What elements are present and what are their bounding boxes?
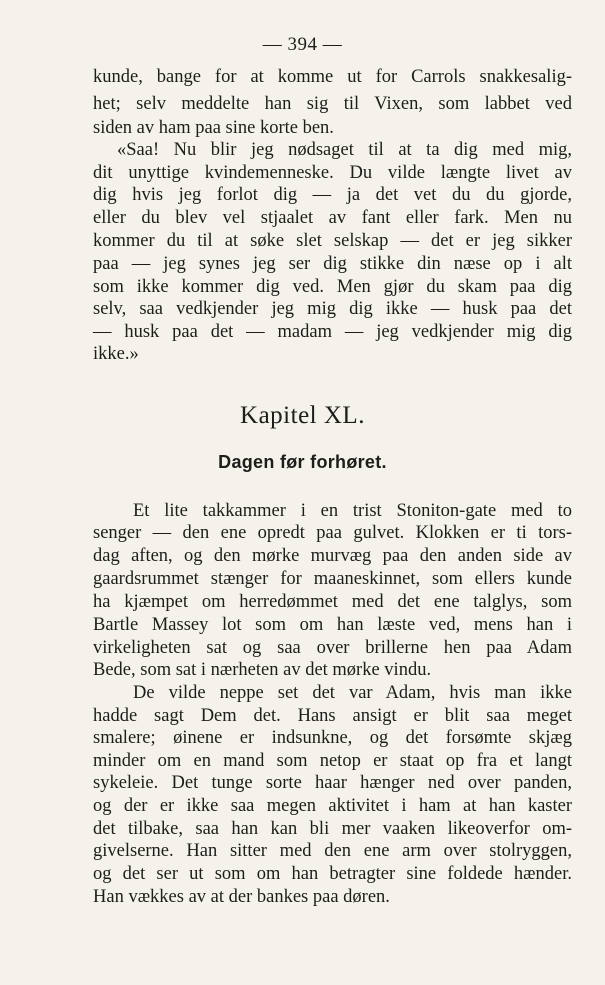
text-line: Bartle Massey lot som om han læste ved, mens han i <box>93 615 572 635</box>
text-line: ha kjæmpet om herredømmet med det ene talglys, som <box>93 592 572 612</box>
chapter-title: Kapitel XL. <box>240 402 365 429</box>
text-line: De vilde neppe set det var Adam, hvis man ikke <box>133 683 572 703</box>
text-line: smalere; øinene er indsunkne, og det forsømte skjæg <box>93 728 572 748</box>
text-line: Et lite takkammer i en trist Stoniton-gate med to <box>133 501 572 521</box>
text-line: kommer du til at søke slet selskap — det er jeg sikker <box>93 231 572 251</box>
text-line: senger — den ene opredt paa gulvet. Klokken er ti tors- <box>93 523 572 543</box>
text-line: gaardsrummet stænger for maaneskinnet, som ellers kunde <box>93 569 572 589</box>
text-line: det tilbake, saa han kan bli mer vaaken likeoverfor om- <box>93 819 572 839</box>
text-line: sykeleie. Det tunge sorte haar hænger ned over panden, <box>93 773 572 793</box>
text-line: eller du blev vel stjaalet av fant eller fark. Men nu <box>93 208 572 228</box>
chapter-subtitle: Dagen før forhøret. <box>218 452 387 472</box>
text-line: het; selv meddelte han sig til Vixen, som labbet ved <box>93 94 572 114</box>
text-line: minder om en mand som netop er staat op fra et langt <box>93 751 572 771</box>
text-line: hadde sagt Dem det. Hans ansigt er blit saa meget <box>93 706 572 726</box>
text-line: og det ser ut som om han betragter sine foldede hænder. <box>93 864 572 884</box>
text-line: selv, saa vedkjender jeg mig dig ikke — husk paa det <box>93 299 572 319</box>
text-line: dag aften, og den mørke murvæg paa den anden side av <box>93 546 572 566</box>
text-line: virkeligheten sat og saa over brillerne hen paa Adam <box>93 638 572 658</box>
text-line: paa — jeg synes jeg ser dig stikke din næse op i alt <box>93 254 572 274</box>
text-line: kunde, bange for at komme ut for Carrols snakkesalig- <box>93 67 572 87</box>
page-number: — 394 — <box>262 34 343 55</box>
text-line: Han vækkes av at der bankes paa døren. <box>93 887 390 907</box>
text-line: dit unyttige kvindemenneske. Du vilde længte livet av <box>93 163 572 183</box>
text-line: som ikke kommer dig ved. Men gjør du skam paa dig <box>93 277 572 297</box>
text-line: Bede, som sat i nærheten av det mørke vindu. <box>93 660 432 680</box>
text-line: — husk paa det — madam — jeg vedkjender mig dig <box>93 322 572 342</box>
text-line: og der er ikke saa megen aktivitet i ham at han kaster <box>93 796 572 816</box>
text-line: givelserne. Han sitter med den ene arm over stolryggen, <box>93 841 572 861</box>
text-line: ikke.» <box>93 344 139 364</box>
text-line: «Saa! Nu blir jeg nødsaget til at ta dig med mig, <box>117 140 572 160</box>
text-line: siden av ham paa sine korte ben. <box>93 118 334 138</box>
text-line: dig hvis jeg forlot dig — ja det vet du du gjorde, <box>93 185 572 205</box>
